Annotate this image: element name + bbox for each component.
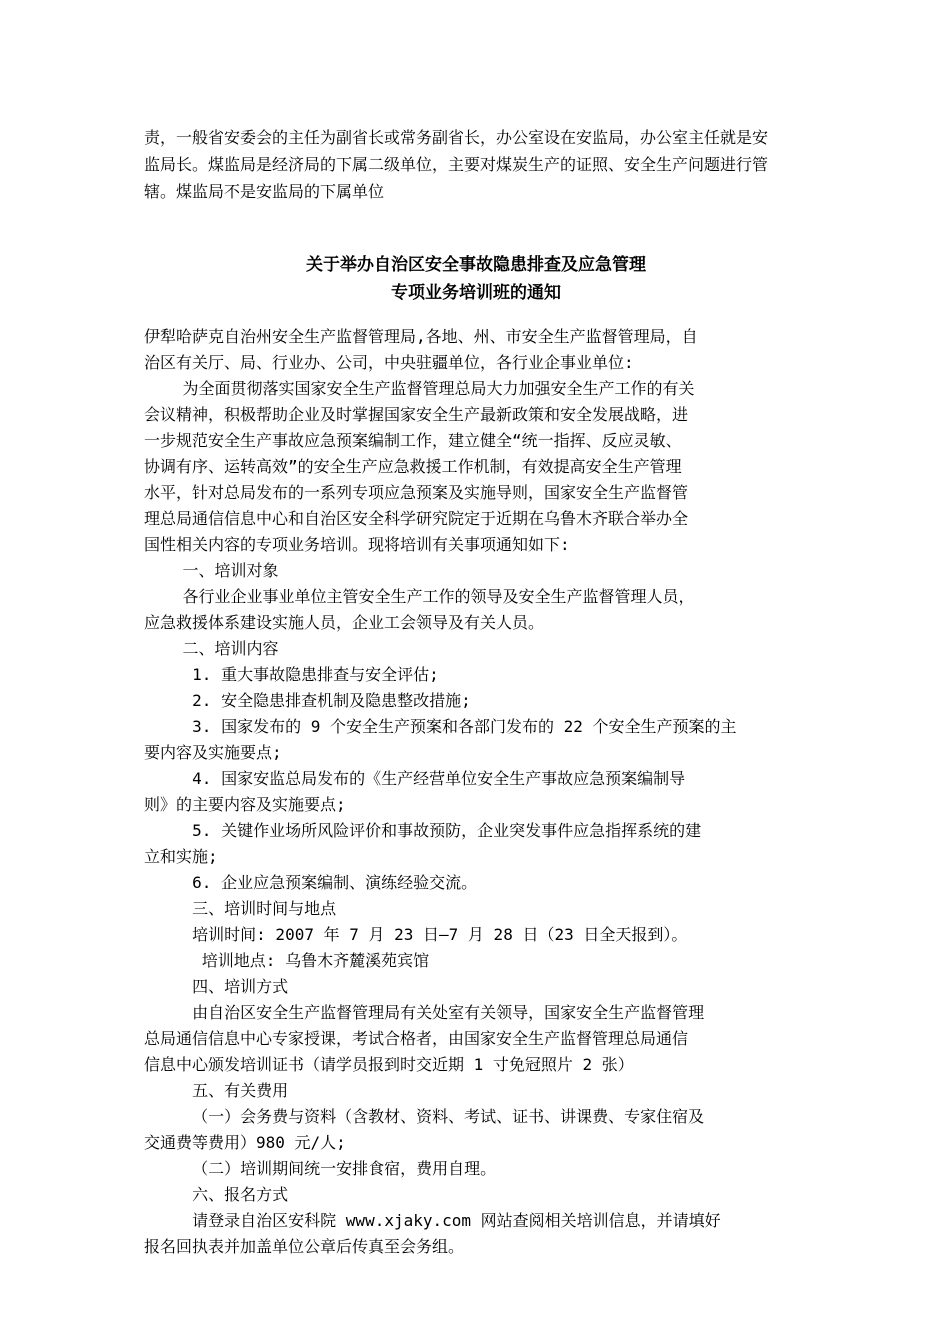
body-line: 理总局通信信息中心和自治区安全科学研究院定于近期在乌鲁木齐联合举办全: [144, 509, 689, 528]
body-line: 3. 国家发布的 9 个安全生产预案和各部门发布的 22 个安全生产预案的主: [144, 717, 737, 736]
body-line: 培训地点: 乌鲁木齐麓溪苑宾馆: [144, 951, 430, 970]
body-line: 二、培训内容: [144, 639, 279, 658]
body-line: 请登录自治区安科院 www.xjaky.com 网站查阅相关培训信息，并请填好: [144, 1211, 721, 1230]
body-line: 各行业企业事业单位主管安全生产工作的领导及安全生产监督管理人员，: [144, 587, 695, 606]
body-line: 协调有序、运转高效”的安全生产应急救援工作机制，有效提高安全生产管理: [144, 457, 682, 476]
intro-paragraph: [144, 124, 814, 205]
notice-body: [144, 324, 814, 1260]
body-line: 为全面贯彻落实国家安全生产监督管理总局大力加强安全生产工作的有关: [144, 379, 695, 398]
body-line: 治区有关厅、局、行业办、公司，中央驻疆单位，各行业企事业单位:: [144, 353, 634, 372]
body-line: 一步规范安全生产事故应急预案编制工作，建立健全“统一指挥、反应灵敏、: [144, 431, 682, 450]
body-line: 则》的主要内容及实施要点;: [144, 795, 346, 814]
body-line: 立和实施;: [144, 847, 218, 866]
body-line: 会议精神，积极帮助企业及时掌握国家安全生产最新政策和安全发展战略，进: [144, 405, 689, 424]
notice-title: [144, 251, 808, 307]
body-line: 六、报名方式: [144, 1185, 289, 1204]
notice-title-line-2: 专项业务培训班的通知: [391, 283, 561, 303]
body-line: 信息中心颁发培训证书（请学员报到时交近期 1 寸免冠照片 2 张）: [144, 1055, 634, 1074]
body-line: 一、培训对象: [144, 561, 279, 580]
body-line: 要内容及实施要点;: [144, 743, 282, 762]
body-line: 由自治区安全生产监督管理局有关处室有关领导，国家安全生产监督管理: [144, 1003, 705, 1022]
body-line: 6. 企业应急预案编制、演练经验交流。: [144, 873, 478, 892]
intro-line: 辖。煤监局不是安监局的下属单位: [144, 182, 385, 201]
body-line: 国性相关内容的专项业务培训。现将培训有关事项通知如下:: [144, 535, 570, 554]
body-line: 伊犁哈萨克自治州安全生产监督管理局,各地、州、市安全生产监督管理局，自: [144, 327, 698, 346]
body-line: 5. 关键作业场所风险评价和事故预防，企业突发事件应急指挥系统的建: [144, 821, 702, 840]
body-line: 五、有关费用: [144, 1081, 289, 1100]
body-line: 4. 国家安监总局发布的《生产经营单位安全生产事故应急预案编制导: [144, 769, 686, 788]
body-line: （二）培训期间统一安排食宿，费用自理。: [144, 1159, 497, 1178]
intro-line: 责，一般省安委会的主任为副省长或常务副省长，办公室设在安监局，办公室主任就是安: [144, 128, 769, 147]
body-line: 2. 安全隐患排查机制及隐患整改措施;: [144, 691, 471, 710]
body-line: 三、培训时间与地点: [144, 899, 337, 918]
body-line: 交通费等费用）980 元/人;: [144, 1133, 346, 1152]
body-line: 报名回执表并加盖单位公章后传真至会务组。: [144, 1237, 465, 1256]
body-line: 总局通信信息中心专家授课，考试合格者，由国家安全生产监督管理总局通信: [144, 1029, 689, 1048]
body-line: 应急救援体系建设实施人员，企业工会领导及有关人员。: [144, 613, 545, 632]
body-line: 培训时间: 2007 年 7 月 23 日—7 月 28 日（23 日全天报到）。: [144, 925, 688, 944]
body-line: 四、培训方式: [144, 977, 289, 996]
body-line: （一）会务费与资料（含教材、资料、考试、证书、讲课费、专家住宿及: [144, 1107, 705, 1126]
notice-title-line-1: 关于举办自治区安全事故隐患排查及应急管理: [306, 255, 646, 275]
body-line: 1. 重大事故隐患排查与安全评估;: [144, 665, 439, 684]
body-line: 水平，针对总局发布的一系列专项应急预案及实施导则，国家安全生产监督管: [144, 483, 689, 502]
intro-line: 监局长。煤监局是经济局的下属二级单位，主要对煤炭生产的证照、安全生产问题进行管: [144, 155, 769, 174]
